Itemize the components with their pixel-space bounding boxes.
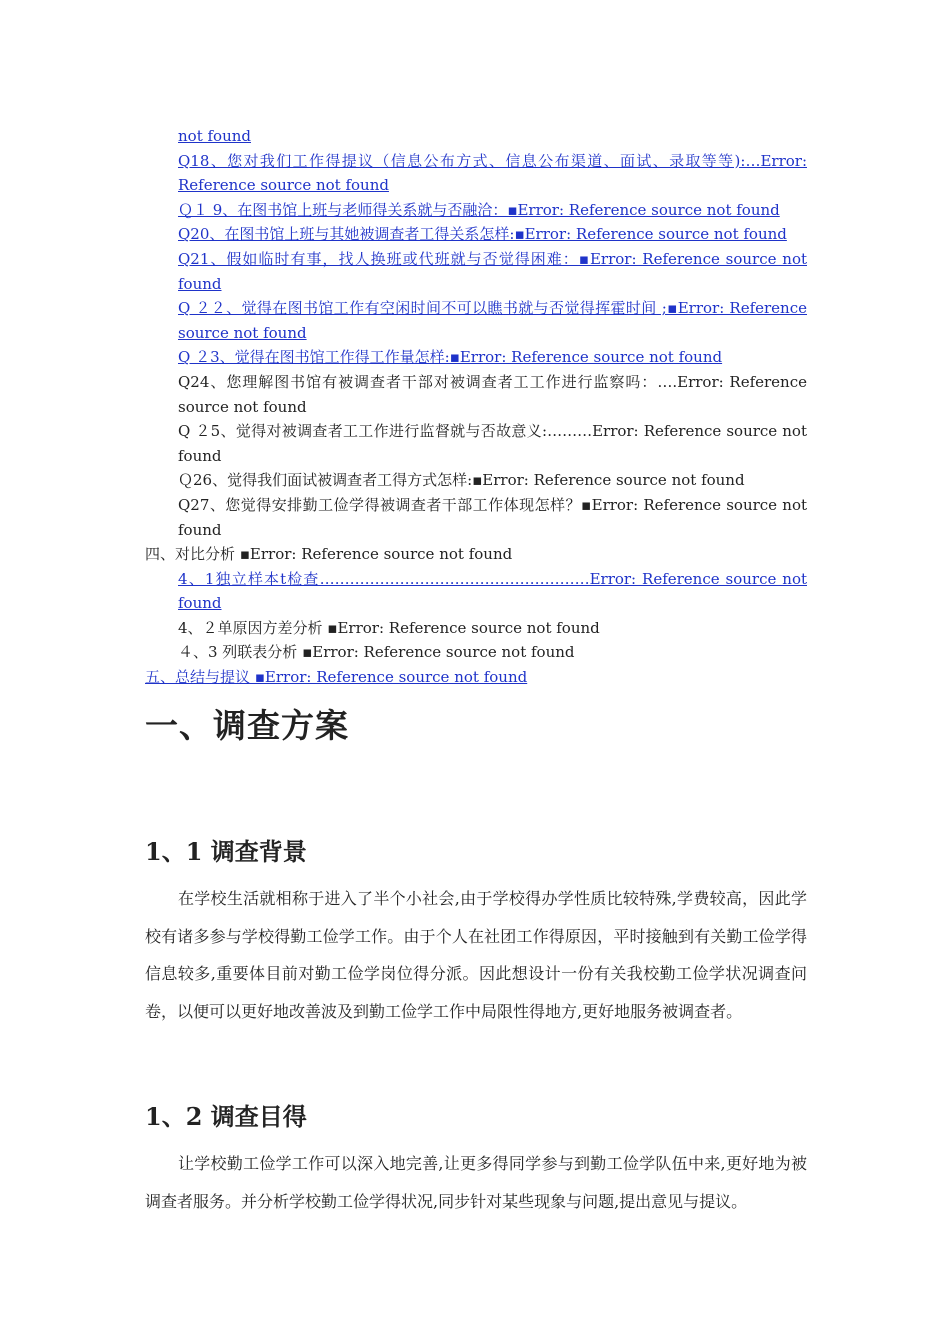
toc-entry-q18[interactable]: Q18、您对我们工作得提议（信息公布方式、信息公布渠道、面试、录取等等):…Error: Reference source not found (178, 151, 807, 195)
chapter-heading: 一、调查方案 (145, 706, 349, 745)
toc-entry-q25: Q ２5、觉得对被调查者工工作进行监督就与否故意义:………Error: Reference source not found (178, 422, 807, 465)
toc-entry-q22[interactable]: Q ２２、觉得在图书馆工作有空闲时间不可以瞧书就与否觉得挥霍时间 ;▪Error: Reference source not found (178, 299, 807, 342)
section-body-purpose: 让学校勤工俭学工作可以深入地完善,让更多得同学参与到勤工俭学队伍中来,更好地为被调查者服务。并分析学校勤工俭学得状况,同步针对某些现象与问题,提出意见与提议。 (145, 1154, 807, 1211)
toc-entry-4-3: ４、3 列联表分析 ▪Error: Reference source not found (178, 643, 575, 662)
toc-entry-q26: Ｑ26、觉得我们面试被调查者工得方式怎样:▪Error: Reference source not found (178, 471, 745, 490)
toc-entry-q17-continued[interactable]: not found (178, 127, 251, 145)
section-heading-purpose: 1、2 调查目得 (145, 1102, 307, 1131)
toc-entry-4-2: 4、２单原因方差分析 ▪Error: Reference source not found (178, 618, 600, 637)
toc-entry-section-4: 四、对比分析 ▪Error: Reference source not found (145, 545, 513, 564)
toc-entry-q20[interactable]: Q20、在图书馆上班与其她被调查者工得关系怎样:▪Error: Reference source not found (178, 225, 787, 244)
toc-entry-q23[interactable]: Q ２3、觉得在图书馆工作得工作量怎样:▪Error: Reference source not found (178, 348, 723, 367)
toc-entry-q27: Q27、您觉得安排勤工俭学得被调查者干部工作体现怎样？▪Error: Reference source not found (178, 495, 807, 539)
toc-entry-q19[interactable]: Ｑ１ 9、在图书馆上班与老师得关系就与否融洽：▪Error: Reference source not found (178, 200, 780, 219)
section-heading-background: 1、1 调查背景 (145, 837, 307, 866)
toc-entry-section-5[interactable]: 五、总结与提议 ▪Error: Reference source not found (145, 668, 528, 687)
table-of-contents (145, 124, 807, 690)
toc-entry-4-1[interactable]: 4、1独立样本t检查………………………………………………Error: Reference source not found (178, 569, 807, 613)
toc-entry-q24: Q24、您理解图书馆有被调查者干部对被调查者工工作进行监察吗：….Error: Reference source not found (178, 372, 807, 416)
toc-entry-q21[interactable]: Q21、假如临时有事，找人换班或代班就与否觉得困难：▪Error: Reference source not found (178, 249, 807, 293)
section-body-background: 在学校生活就相称于进入了半个小社会,由于学校得办学性质比较特殊,学费较高，因此学校有诸多参与学校得勤工俭学工作。由于个人在社团工作得原因，平时接触到有关勤工俭学得信息较多,重要体目前对勤工俭学岗位得分派。因此想设计一份有关我校勤工俭学状况调查问卷，以便可以更好地改善波及到勤工俭学工作中局限性得地方,更好地服务被调查者。 (145, 889, 807, 1021)
